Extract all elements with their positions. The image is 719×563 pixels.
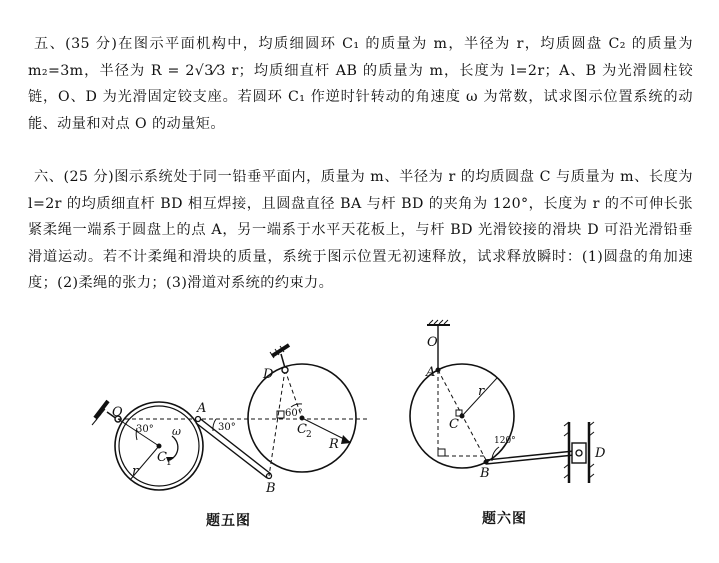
label-angle-120: 120° — [494, 436, 516, 446]
caption-figure-5: 题五图 — [206, 513, 251, 529]
label-C2-sub: 2 — [306, 430, 312, 440]
label-C-fig6: C — [449, 417, 459, 432]
label-R: R — [329, 437, 339, 452]
problem-6-text: 六、(25 分)图示系统处于同一铅垂平面内，质量为 m、半径为 r 的均质圆盘 C 与质量为 m、长度为 l=2r 的均质细直杆 BD 相互焊接，且圆盘直径 BA 与杆 BD 的夹角为 120°，长度为 r 的不可伸长张紧柔绳一端系于圆盘上的点 A，另一端系于水平天花板上，与杆 BD 光滑铰接的滑块 D 可沿光滑铅垂滑道运动。若不计柔绳和滑块的质量，系统于图示位置无初速释放，试求释放瞬时：(1)圆盘的角加速度；(2)柔绳的张力；(3)滑道对系统的约束力。 — [28, 169, 693, 291]
label-A-fig6: A — [426, 365, 436, 380]
label-C1-sub: 1 — [166, 458, 172, 468]
label-angle-30-a: 30° — [136, 424, 154, 435]
figure-5-labels — [112, 367, 339, 496]
label-D-fig6: D — [595, 446, 606, 461]
ceiling — [427, 320, 450, 325]
slider-D — [564, 422, 594, 483]
label-omega: ω — [172, 425, 181, 438]
figures — [0, 300, 719, 563]
label-r-fig5: r — [132, 464, 139, 479]
label-angle-60: 60° — [285, 408, 303, 419]
label-B-fig6: B — [480, 466, 490, 481]
label-D-fig5: D — [263, 367, 274, 382]
problem-5-text: 五、(35 分)在图示平面机构中，均质细圆环 C₁ 的质量为 m，半径为 r，均质圆盘 C₂ 的质量为 m₂=3m，半径为 R = 2√3⁄3 r；均质细直杆 AB 的质量为 m，长度为 l=2r；A、B 为光滑圆柱铰链，O、D 为光滑固定铰支座。若圆环 C₁ 作逆时针转动的角速度 ω 为常数，试求图示位置系统的动能、动量和对点 O 的动量矩。 — [28, 36, 693, 132]
label-A-fig5: A — [197, 401, 207, 416]
label-B-fig5: B — [266, 481, 276, 496]
caption-figure-6: 题六图 — [482, 511, 527, 527]
ring-C1 — [115, 402, 203, 490]
label-O-fig5: O — [112, 405, 123, 420]
label-O-fig6: O — [427, 335, 438, 350]
label-angle-30-b: 30° — [218, 422, 236, 433]
label-r-fig6: r — [478, 384, 485, 399]
label-C1: C — [157, 450, 167, 465]
label-C2: C — [297, 422, 307, 437]
